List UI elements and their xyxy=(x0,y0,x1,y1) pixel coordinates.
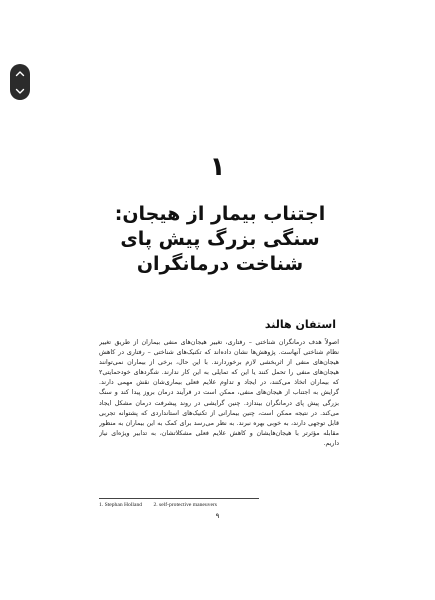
body-line: مقابله مؤثرتر با هیجان‌هایشان و کاهش علایم فعلی مشکلاتشان، به تدابیر ویژه‌ای نیاز xyxy=(99,429,339,437)
body-line: گرایش به اجتناب از هیجان‌های منفی، ممکن است در فرآیند درمان بروز پیدا کند و سنگ xyxy=(99,389,339,397)
body-line: که بیماران اتخاذ می‌کنند، در ایجاد و تداوم علایم فعلی بیماری‌شان نقش مهمی دارند. xyxy=(99,379,339,387)
footnote-2: 2. self-protective maneuvers xyxy=(153,502,217,508)
chapter-title-line: اجتناب بیمار از هیجان: xyxy=(114,203,326,225)
chevron-up-icon xyxy=(15,70,25,77)
next-page-button[interactable] xyxy=(10,83,30,99)
footnote-divider xyxy=(99,498,259,499)
chapter-number: ۱ xyxy=(209,152,226,182)
body-line: نظام شناختی آنهاست. پژوهش‌ها نشان داده‌اند که تکنیک‌های شناختی – رفتاری در کاهش xyxy=(99,349,339,357)
page-number: ۹ xyxy=(215,512,220,520)
body-line: اصولاً هدف درمانگران شناختی – رفتاری، تغییر هیجان‌های منفی بیماران از طریق تغییر xyxy=(99,339,339,346)
chevron-down-icon xyxy=(15,88,25,95)
page-navigation-control xyxy=(10,64,30,100)
body-line: می‌کند. در نتیجه ممکن است، چنین بیمارانی از تکنیک‌های استانداردی که پشتوانه تجربی xyxy=(99,409,339,417)
body-line: قابل توجهی دارند، به خوبی بهره نبرند. به نظر می‌رسد برای کمک به این بیماران به منظور xyxy=(99,419,339,427)
chapter-title-line: سنگی بزرگ پیش پای xyxy=(120,228,320,250)
body-line: بزرگی پیش پای درمانگران بیندازد. چنین گرایشی در روند پیشرفت درمان مشکل ایجاد xyxy=(99,399,339,407)
body-line: هیجان‌های منفی از اثربخشی لازم برخوردارند. با این حال، برخی از بیماران نمی‌توانند xyxy=(99,359,339,367)
body-paragraph xyxy=(99,338,339,449)
body-line: هیجان‌های منفی را تحمل کنند یا این که تمایلی به این کار ندارند. شگردهای خودحمایتی۲ xyxy=(99,369,339,377)
footnote-1: 1. Stephan Holland xyxy=(99,502,143,508)
author-name: استفان هالند xyxy=(264,318,336,331)
chapter-title xyxy=(100,202,340,277)
footnotes xyxy=(99,502,227,509)
body-line: داریم. xyxy=(323,439,339,447)
previous-page-button[interactable] xyxy=(10,65,30,81)
chapter-title-line: شناخت درمانگران xyxy=(136,253,304,275)
